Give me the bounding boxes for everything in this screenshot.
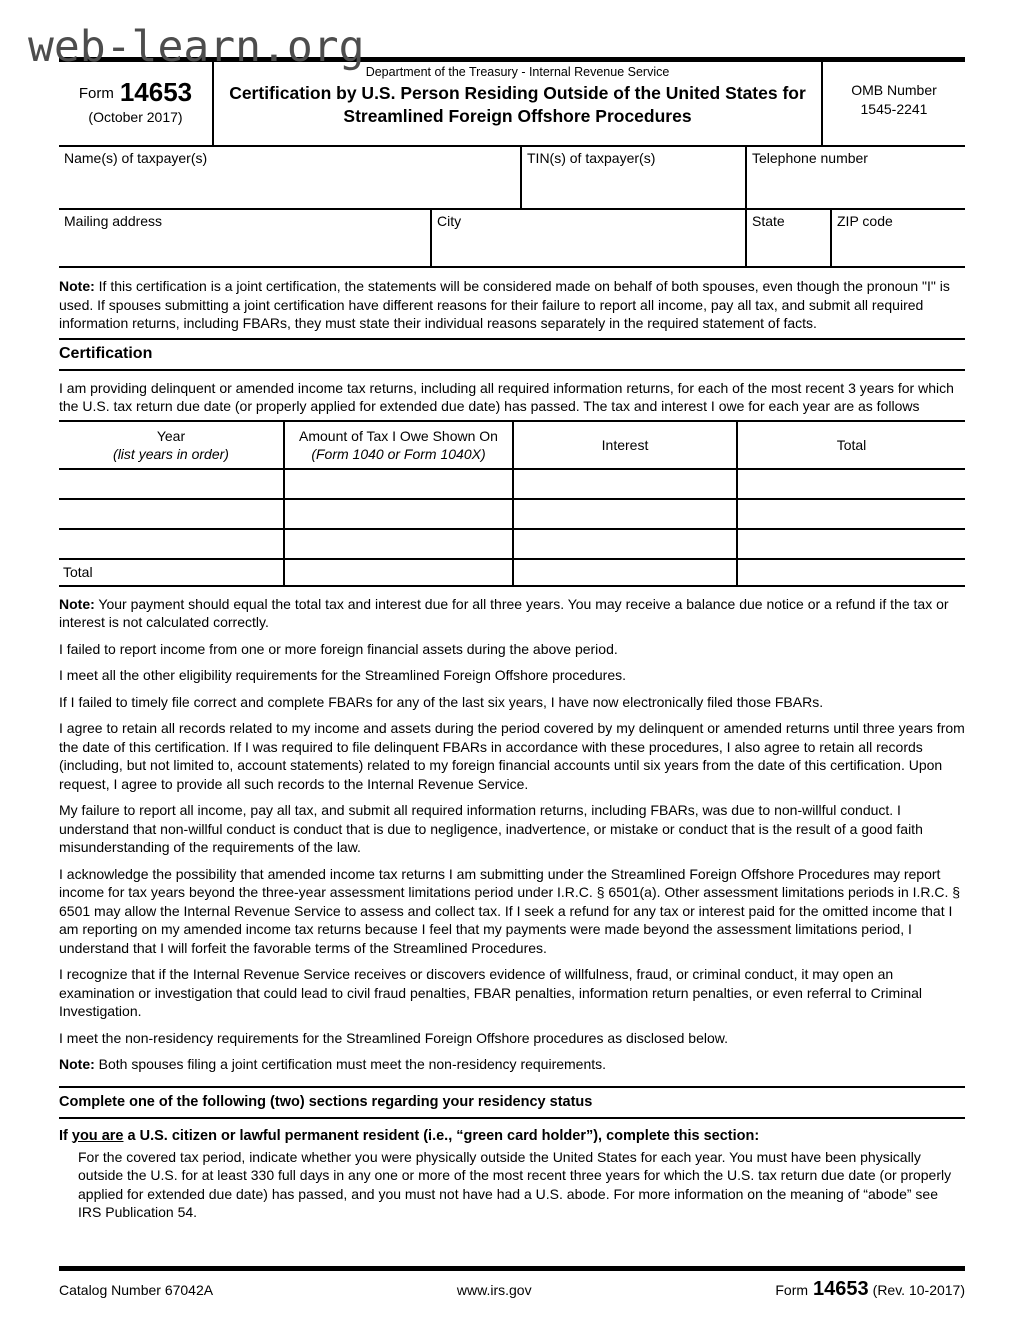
residency-subheading-underlined: you are [71,1127,124,1144]
amount-cell[interactable] [283,470,512,498]
note-text: Both spouses filing a joint certification must meet the non-residency requirements. [94,1056,607,1072]
certification-statement: I meet the non-residency requirements for the Streamlined Foreign Offshore procedures as disclosed below. [59,1029,728,1046]
note-label: Note: [59,595,95,612]
mailing-address-field[interactable] [59,210,430,266]
total-row-label: Total [63,563,93,580]
catalog-number: Catalog Number 67042A [59,1282,214,1298]
footer-revision: (Rev. 10-2017) [872,1282,965,1298]
note-text: Your payment should equal the total tax and interest due for all three years. You may receive a balance due notice or a refund if the tax or interest is not calculated correctly. [59,595,949,630]
column-header-interest [512,422,736,468]
residency-subheading-suffix: a U.S. citizen or lawful permanent resident (i.e., “green card holder”), complete this section: [123,1127,760,1144]
telephone-label: Telephone number [752,150,868,166]
form-number: 14653 [119,77,193,107]
form-number-block [59,62,212,145]
joint-certification-note [59,277,965,333]
spouses-note [59,1055,965,1074]
year-cell[interactable] [59,470,283,498]
interest-header-line1: Interest [601,436,649,453]
certification-intro: I am providing delinquent or amended income tax returns, including all required information returns, for each of the most recent 3 years for which the U.S. tax return due date (or properly applied for extended due date) has passed. The tax and interest I owe for each year are as follows [59,379,954,414]
year-header-line1: Year [156,427,186,444]
year-cell[interactable] [59,530,283,558]
state-field[interactable] [745,210,830,266]
year-cell[interactable] [59,500,283,528]
table-row [59,470,965,500]
amount-header-line2: (Form 1040 or Form 1040X) [311,445,486,462]
table-total-row [59,560,965,587]
form-label: Form [78,85,114,102]
note-text: If this certification is a joint certification, the statements will be considered made on behalf of both spouses, even though the pronoun "I" is used. If spouses submitting a joint certification have different reasons for their failure to report all income, pay all tax, and submit all required information returns, including FBARs, they must state their individual reasons separately in the required statement of facts. [59,278,950,331]
tax-table-header-row [59,422,965,470]
city-field[interactable] [430,210,745,266]
footer-form-reference [775,1278,965,1301]
column-header-amount [283,422,512,468]
omb-block [823,62,965,145]
residency-subheading-prefix: If [59,1127,72,1144]
payment-note [59,595,965,632]
website-text: www.irs.gov [456,1282,532,1298]
footer-form-number: 14653 [813,1278,869,1300]
note-label: Note: [59,278,95,294]
column-header-year [59,422,283,468]
certification-statement: If I failed to timely file correct and complete FBARs for any of the last six years, I have now electronically filed those FBARs. [59,693,824,710]
tin-label: TIN(s) of taxpayer(s) [527,150,656,166]
note-label: Note: [59,1056,95,1072]
total-cell[interactable] [736,530,965,558]
interest-cell[interactable] [512,530,736,558]
zip-field[interactable] [830,210,965,266]
certification-statement: I meet all the other eligibility requirements for the Streamlined Foreign Offshore procedures. [59,667,627,683]
zip-label: ZIP code [837,213,893,229]
residency-subheading [59,1128,965,1144]
column-header-total [736,422,965,468]
watermark: web-learn.org [28,22,365,72]
certification-statement: I recognize that if the Internal Revenue Service receives or discovers evidence of willfulness, fraud, or criminal conduct, it may open an examination or investigation that could lead to civil fraud penalties, FBAR penalties, information return penalties, or even referral to Criminal Investigation. [59,966,922,1019]
total-amount-cell[interactable] [283,560,512,585]
city-label: City [437,213,462,229]
page-title: Certification by U.S. Person Residing Outside of the United States for Streamlined Foreign Offshore Procedures [229,83,806,126]
tin-field[interactable] [520,147,745,208]
certification-statement: I failed to report income from one or more foreign financial assets during the above period. [59,640,618,657]
year-header-line2: (list years in order) [113,445,229,462]
mailing-address-label: Mailing address [64,213,163,229]
residency-section-heading: Complete one of the following (two) sections regarding your residency status [59,1086,965,1119]
agency-line: Department of the Treasury - Internal Revenue Service [365,65,670,79]
form-number-line [59,77,212,108]
total-interest-cell[interactable] [512,560,736,585]
name-label: Name(s) of taxpayer(s) [64,150,208,166]
telephone-field[interactable] [745,147,965,208]
taxpayer-row-2 [59,210,965,268]
total-cell[interactable] [736,470,965,498]
table-row [59,530,965,560]
taxpayer-row-1 [59,147,965,210]
form-date: (October 2017) [88,109,183,125]
total-header-line1: Total [836,436,867,453]
omb-number: 1545-2241 [860,101,928,117]
residency-instructions: For the covered tax period, indicate whether you were physically outside the United States for each year. You must have been physically outside the U.S. for at least 330 full days in any one or more of the most recent three years for which the U.S. tax return due date (or properly applied for extended due date) has passed, and you must not have had a U.S. abode. For more information on the meaning of “abode” see IRS Publication 54. [78,1148,952,1220]
name-field[interactable] [59,147,520,208]
omb-label: OMB Number [851,82,937,98]
total-total-cell[interactable] [736,560,965,585]
interest-cell[interactable] [512,500,736,528]
form-title-block [212,62,823,145]
amount-cell[interactable] [283,530,512,558]
total-cell[interactable] [736,500,965,528]
amount-cell[interactable] [283,500,512,528]
interest-cell[interactable] [512,470,736,498]
footer-form-label: Form [775,1282,809,1298]
certification-heading: Certification [59,338,965,371]
certification-statement: My failure to report all income, pay all tax, and submit all required information returns, including FBARs, was due to non-willful conduct. I understand that non-willful conduct is conduct that is due to negligence, inadvertence, or mistake or conduct that is the result of a good faith misunderstanding of the requirements of the law. [59,802,923,855]
amount-header-line1: Amount of Tax I Owe Shown On [299,427,498,444]
state-label: State [752,213,785,229]
form-footer [59,1266,965,1301]
certification-statement: I agree to retain all records related to my income and assets during the period covered by my delinquent or amended returns until three years from the date of this certification. If I was required to file delinquent FBARs in accordance with these procedures, I also agree to retain all records (including, but not limited to, account statements) related to my foreign financial accounts until six years from the date of this certification. Upon request, I agree to provide all such records to the Internal Revenue Service. [59,720,965,792]
tax-table [59,420,965,587]
certification-statement: I acknowledge the possibility that amended income tax returns I am submitting under the Streamlined Foreign Offshore Procedures may report income for tax years beyond the three-year assessment limitations period under I.R.C. § 6501(a). Other assessment limitations periods in I.R.C. § 6501 may allow the Internal Revenue Service to assess and collect tax. If I seek a refund for any tax or interest paid for the omitted income that I am reporting on my amended income tax returns because I feel that my payments were made beyond the assessment limitations period, I understand that I will forfeit the favorable terms of the Streamlined Procedures. [59,865,961,956]
table-row [59,500,965,530]
